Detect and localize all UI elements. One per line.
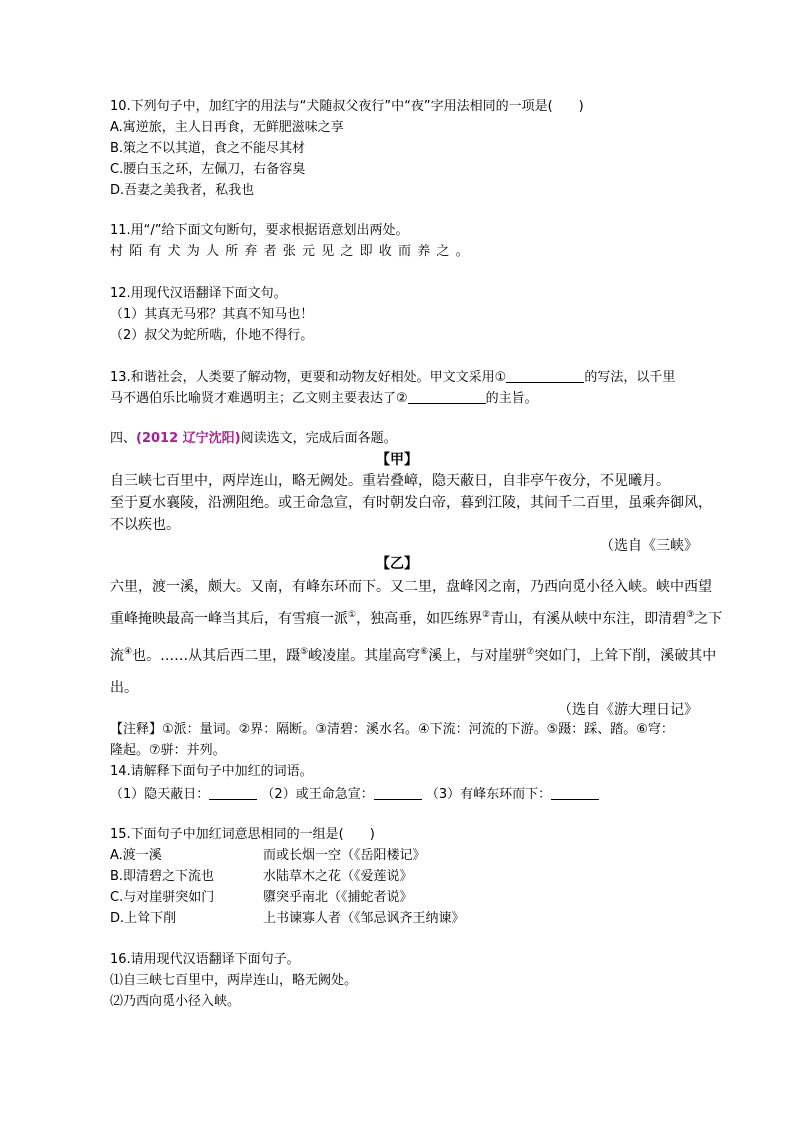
q10-option-b: B.策之不以其道，食之不能尽其材	[110, 141, 306, 156]
q14-item-3: （3）有峰东环而下：	[425, 787, 552, 802]
q12-item-1: （1）其真无马邪？其真不知马也！	[110, 307, 314, 322]
footnote-mark-3: ③	[686, 610, 695, 620]
passage-jia-title: 【甲】	[376, 452, 418, 468]
yi-text: 峻凌崖。其崖高穹	[308, 648, 421, 664]
q15-row-c-right: 隳突乎南北（《捕蛇者说》	[263, 890, 413, 905]
yi-text: ，独高垂，如匹练界	[356, 611, 483, 627]
passage-jia-source: （选自《三峡》	[600, 538, 698, 554]
q10-option-a: A.寓逆旅，主人日再食，无鲜肥滋味之享	[110, 120, 344, 135]
footnote-mark-5: ⑤	[300, 647, 309, 657]
q15-row-a-right: 而或长烟一空（《岳阳楼记》	[263, 848, 426, 863]
q13-line-2	[110, 389, 538, 409]
passage-jia-line-1: 自三峡七百里中，两岸连山，略无阙处。重岩叠嶂，隐天蔽日，自非亭午夜分，不见曦月。	[110, 473, 670, 489]
passage-jia-line-3: 不以疾也。	[110, 517, 180, 533]
yi-text: 也。……从其后西二里，蹑	[132, 648, 301, 664]
q14-blank-1[interactable]	[209, 785, 257, 800]
q14-item-2: （2）或王命急宣：	[261, 787, 374, 802]
yi-text: 突如门，上耸下削，溪破其中	[534, 648, 717, 664]
yi-text: 重峰掩映最高一峰当其后，有雪痕一派	[110, 611, 348, 627]
section-4-heading	[110, 429, 397, 449]
q14-blank-3[interactable]	[551, 785, 599, 800]
q12-item-2: （2）叔父为蛇所啮，仆地不得行。	[110, 328, 314, 343]
section-4-prefix: 四、	[110, 431, 137, 446]
q16-item-2: ⑵乃西向觅小径入峡。	[110, 994, 241, 1009]
q14-blank-2[interactable]	[374, 785, 422, 800]
q15-row-c-left: C.与对崖骈突如门	[110, 890, 215, 905]
q15-row-b-left: B.即清碧之下流也	[110, 869, 215, 884]
yi-text: 流	[110, 648, 124, 664]
footnote-mark-6: ⑥	[420, 647, 429, 657]
yi-text: 青山，有溪从峡中东注，即清碧	[490, 611, 687, 627]
q13-blank-1[interactable]	[506, 368, 584, 383]
passage-yi-line-1: 六里，渡一溪，颇大。又南，有峰东环而下。又二里，盘峰冈之南，乃西向觅小径入峡。峡中西望	[110, 579, 712, 595]
passage-yi-line-2	[110, 608, 722, 630]
q15-row-d-left: D.上耸下削	[110, 911, 177, 926]
q16-item-1: ⑴自三峡七百里中，两岸连山，略无阙处。	[110, 973, 358, 988]
q10-stem: 10.下列句子中，加红字的用法与“犬随叔父夜行”中“夜”字用法相同的一项是( )	[110, 99, 584, 114]
passage-yi-line-3	[110, 645, 716, 667]
q10-option-c: C.腰白玉之环，左佩刀，右备容臭	[110, 162, 306, 177]
q15-row-b-right: 水陆草木之花（《爱莲说》	[263, 869, 413, 884]
q12-stem: 12.用现代汉语翻译下面文句。	[110, 286, 287, 301]
q13-blank-2[interactable]	[408, 389, 486, 404]
footnote-mark-4: ④	[124, 647, 133, 657]
q15-stem: 15.下面句子中加红词意思相同的一组是( )	[110, 827, 375, 842]
notes-line-1: 【注释】①派：量词。②界：隔断。③清碧：溪水名。④下流：河流的下游。⑤蹑：踩、踏。⑥穹：	[110, 722, 674, 737]
q15-row-a-left: A.渡一溪	[110, 848, 162, 863]
passage-yi-source: （选自《游大理日记》	[558, 702, 698, 718]
footnote-mark-1: ①	[348, 610, 357, 620]
footnote-mark-2: ②	[482, 610, 491, 620]
passage-jia-line-2: 至于夏水襄陵，沿溯阻绝。或王命急宣，有时朝发白帝，暮到江陵，其间千二百里，虽乘奔御风，	[110, 495, 712, 511]
q13-text-3: 马不遇伯乐比喻贤才难遇明主；乙文则主要表达了②	[110, 391, 408, 406]
q10-option-d: D.吾妻之美我者，私我也	[110, 183, 255, 198]
q14-item-1: （1）隐天蔽日：	[110, 787, 210, 802]
passage-yi-title: 【乙】	[376, 556, 418, 572]
section-4-instruction: 阅读选文，完成后面各题。	[240, 431, 397, 446]
q13-text-1: 13.和谐社会，人类要了解动物，更要和动物友好相处。甲文文采用①	[110, 370, 507, 385]
notes-line-2: 隆起。⑦骈：并列。	[110, 743, 226, 758]
q14-answers	[110, 785, 599, 805]
q13-text-4: 的主旨。	[485, 391, 538, 406]
q15-row-d-right: 上书谏寡人者（《邹忌讽齐王纳谏》	[263, 911, 465, 926]
footnote-mark-7: ⑦	[526, 647, 535, 657]
q11-text: 村陌有犬为人所弃者张元见之即收而养之。	[110, 244, 475, 259]
q13-text-2: 的写法，以千里	[584, 370, 676, 385]
q13-line-1	[110, 368, 675, 388]
q11-stem: 11.用“/”给下面文句断句，要求根据语意划出两处。	[110, 223, 409, 238]
passage-yi-line-4: 出。	[110, 680, 138, 696]
q16-stem: 16.请用现代汉语翻译下面句子。	[110, 952, 300, 967]
yi-text: 溪上，与对崖骈	[428, 648, 527, 664]
section-4-source: (2012 辽宁沈阳)	[136, 431, 241, 446]
q14-stem: 14.请解释下面句子中加红的词语。	[110, 764, 313, 779]
yi-text: 之下	[694, 611, 723, 627]
